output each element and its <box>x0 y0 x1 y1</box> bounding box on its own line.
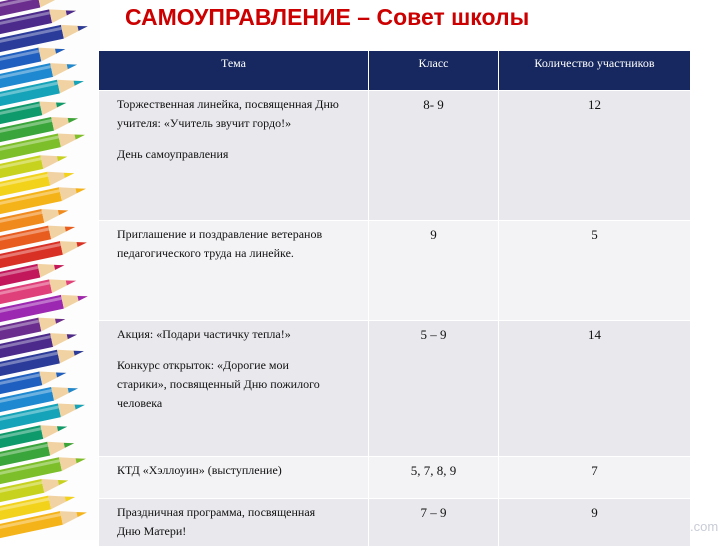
topic-text: Конкурс открыток: «Дорогие мои старики», посвященный Дню пожилого человека <box>117 358 320 410</box>
participants-cell: 7 <box>499 457 691 499</box>
topic-text: КТД «Хэллоуин» (выступление) <box>117 463 282 477</box>
topic-text: Приглашение и поздравление ветеранов педагогического труда на линейке. <box>117 227 323 260</box>
grade-cell: 5 – 9 <box>369 321 499 457</box>
topic-cell <box>99 499 369 547</box>
participants-cell: 12 <box>499 91 691 221</box>
table-row <box>99 321 691 457</box>
table-header-row <box>99 51 691 91</box>
grade-cell: 5, 7, 8, 9 <box>369 457 499 499</box>
page-title: САМОУПРАВЛЕНИЕ – Совет школы <box>125 4 530 30</box>
grade-cell: 7 – 9 <box>369 499 499 547</box>
table-row <box>99 499 691 547</box>
topic-text: День самоуправления <box>117 147 229 161</box>
participants-cell: 9 <box>499 499 691 547</box>
activities-table <box>98 50 691 547</box>
topic-cell <box>99 457 369 499</box>
header-topic: Тема <box>99 51 369 91</box>
participants-cell: 14 <box>499 321 691 457</box>
table-row <box>99 91 691 221</box>
grade-cell: 9 <box>369 221 499 321</box>
header-grade: Класс <box>369 51 499 91</box>
header-participants: Количество участников <box>499 51 691 91</box>
table-row <box>99 457 691 499</box>
pencils-illustration <box>0 0 100 540</box>
watermark: .com <box>690 519 719 534</box>
participants-cell: 5 <box>499 221 691 321</box>
topic-text: Праздничная программа, посвященная Дню Матери! <box>117 505 316 538</box>
grade-cell: 8- 9 <box>369 91 499 221</box>
topic-cell <box>99 321 369 457</box>
pencils-decoration <box>0 0 100 540</box>
topic-cell <box>99 91 369 221</box>
topic-text: Акция: «Подари частичку тепла!» <box>117 327 291 341</box>
table-row <box>99 221 691 321</box>
topic-text: Торжественная линейка, посвященная Дню учителя: «Учитель звучит гордо!» <box>117 97 339 130</box>
topic-cell <box>99 221 369 321</box>
